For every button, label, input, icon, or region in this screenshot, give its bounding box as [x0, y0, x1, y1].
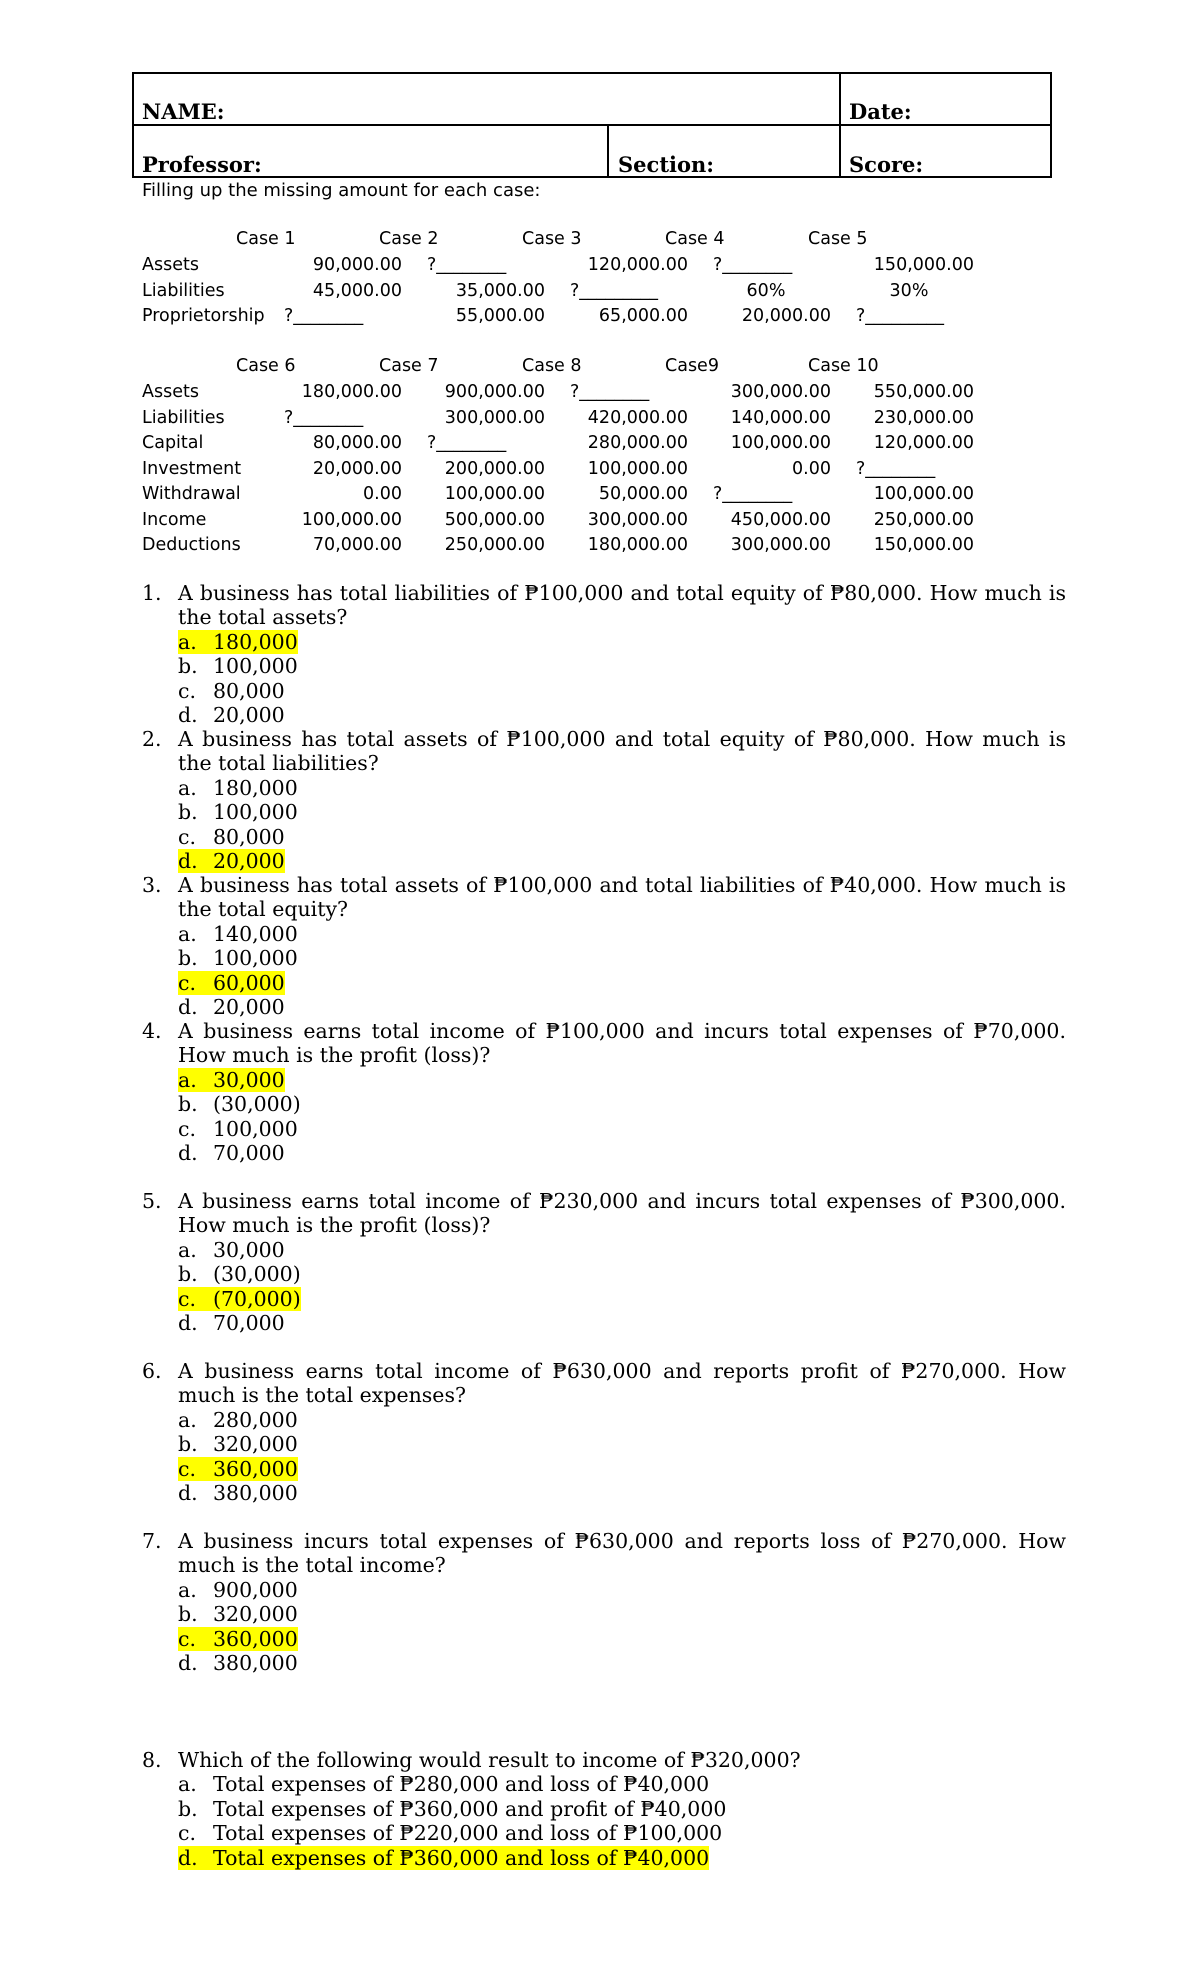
option-content [178, 1797, 726, 1821]
option-text: 20,000 [213, 849, 285, 873]
table2-cell: 250,000.00 [444, 535, 545, 555]
table2-cell: ?________ [284, 407, 364, 428]
option-text: (30,000) [213, 1262, 301, 1287]
answer-option [178, 1602, 298, 1626]
option-letter: d. [178, 1845, 198, 1870]
table1-header-4: Case 4 [665, 229, 725, 249]
option-content [178, 800, 298, 824]
question-text: A business has total liabilities of ₱100,000 and total equity of ₱80,000. How much is the total assets? [178, 581, 1066, 629]
table2-cell: 420,000.00 [587, 407, 688, 428]
option-text: 30,000 [213, 1067, 285, 1092]
table2-row-label: Withdrawal [142, 484, 241, 504]
option-letter: b. [178, 654, 198, 679]
option-text: 70,000 [213, 1141, 285, 1165]
option-text: (30,000) [213, 1092, 301, 1117]
header-divider-date [839, 72, 841, 178]
question-number: 6. [142, 1359, 162, 1383]
option-content [178, 1481, 298, 1505]
highlighted-answer [178, 971, 285, 995]
highlighted-answer [178, 1846, 709, 1870]
table1-row-label: Liabilities [142, 280, 225, 301]
table1-cell: ?________ [284, 306, 364, 326]
table1-header-2: Case 2 [379, 229, 439, 249]
option-text: 320,000 [213, 1432, 298, 1457]
table1-header-5: Case 5 [808, 229, 868, 249]
answer-option [178, 800, 298, 824]
table2-header-3: Case 8 [522, 356, 582, 376]
option-letter: a. [178, 1237, 197, 1262]
option-text: 280,000 [213, 1407, 298, 1432]
option-content [178, 1141, 285, 1165]
option-text: 360,000 [213, 1456, 298, 1481]
table2-cell: 300,000.00 [444, 407, 545, 428]
option-content [178, 825, 285, 849]
option-letter: c. [178, 1821, 196, 1846]
option-text: 30,000 [213, 1237, 285, 1262]
table2-cell: 450,000.00 [730, 509, 831, 530]
option-letter: a. [178, 775, 197, 800]
table2-cell: 0.00 [792, 458, 831, 479]
answer-option [178, 1627, 298, 1651]
option-letter: a. [178, 629, 197, 654]
option-letter: a. [178, 1772, 197, 1797]
table1-cell: 20,000.00 [741, 306, 831, 326]
answer-option [178, 849, 285, 873]
option-letter: c. [178, 970, 196, 995]
answer-option [178, 1238, 285, 1262]
option-text: (70,000) [213, 1286, 301, 1311]
table2-header-2: Case 7 [379, 356, 439, 376]
option-content [178, 946, 298, 970]
answer-option [178, 1846, 709, 1870]
question-number: 8. [142, 1748, 162, 1772]
option-text: 60,000 [213, 970, 285, 995]
option-text: 20,000 [213, 703, 285, 727]
option-text: 100,000 [213, 946, 298, 971]
table2-row-label: Assets [142, 382, 199, 402]
option-text: 380,000 [213, 1651, 298, 1675]
option-letter: c. [178, 1626, 196, 1651]
table2-cell: ?________ [856, 458, 936, 479]
answer-option [178, 1287, 301, 1311]
table2-cell: 80,000.00 [312, 433, 402, 453]
option-content [178, 1602, 298, 1626]
table2-cell: 100,000.00 [730, 433, 831, 453]
table2-cell: 180,000.00 [587, 535, 688, 555]
highlighted-answer [178, 849, 285, 873]
question-number: 3. [142, 873, 162, 897]
option-text: 100,000 [213, 654, 298, 679]
table1-cell: 45,000.00 [312, 280, 402, 301]
option-content [178, 1311, 285, 1335]
highlighted-answer [178, 1457, 298, 1481]
table1-cell: 150,000.00 [873, 255, 974, 275]
option-content [178, 1092, 301, 1116]
answer-option [178, 1821, 722, 1845]
option-letter: d. [178, 1311, 198, 1335]
option-content [178, 654, 298, 678]
answer-option [178, 946, 298, 970]
option-letter: c. [178, 1286, 196, 1311]
answer-option [178, 1408, 298, 1432]
table2-cell: 100,000.00 [444, 484, 545, 504]
question-number: 5. [142, 1189, 162, 1213]
option-content [178, 922, 298, 946]
option-letter: d. [178, 849, 198, 873]
option-letter: b. [178, 1092, 198, 1117]
table1-cell: 60% [746, 280, 786, 301]
answer-option [178, 776, 298, 800]
option-text: 80,000 [213, 824, 285, 849]
table1-row-label: Assets [142, 255, 199, 275]
option-letter: b. [178, 1432, 198, 1457]
table2-header-5: Case 10 [808, 356, 879, 376]
table2-cell: 150,000.00 [873, 535, 974, 555]
option-text: 100,000 [213, 1116, 298, 1141]
option-content [178, 1651, 298, 1675]
option-letter: a. [178, 1067, 197, 1092]
option-text: 320,000 [213, 1602, 298, 1627]
table2-cell: 300,000.00 [730, 382, 831, 402]
professor-label: Professor: [142, 152, 262, 177]
highlighted-answer [178, 630, 298, 654]
table2-cell: 900,000.00 [444, 382, 545, 402]
option-text: 360,000 [213, 1626, 298, 1651]
option-text: Total expenses of ₱360,000 and loss of ₱40,000 [213, 1845, 710, 1870]
table2-cell: 100,000.00 [873, 484, 974, 504]
table1-row-label: Proprietorship [142, 306, 265, 326]
answer-option [178, 825, 285, 849]
answer-option [178, 1092, 301, 1116]
question-text: A business has total assets of ₱100,000 and total equity of ₱80,000. How much is the total liabilities? [178, 727, 1066, 775]
table1-cell: 90,000.00 [312, 255, 402, 275]
score-label: Score: [849, 152, 924, 177]
option-letter: c. [178, 824, 196, 849]
option-letter: b. [178, 1602, 198, 1627]
table2-cell: 100,000.00 [301, 509, 402, 530]
option-text: 100,000 [213, 800, 298, 825]
table2-row-label: Liabilities [142, 407, 225, 428]
option-letter: c. [178, 678, 196, 703]
option-content [178, 1408, 298, 1432]
answer-option [178, 703, 285, 727]
option-text: 380,000 [213, 1481, 298, 1505]
highlighted-answer [178, 1287, 301, 1311]
table2-cell: 300,000.00 [587, 509, 688, 530]
table2-cell: 200,000.00 [444, 458, 545, 479]
highlighted-answer [178, 1068, 285, 1092]
option-text: 180,000 [213, 775, 298, 800]
question-text: A business earns total income of ₱100,000 and incurs total expenses of ₱70,000. How much is the profit (loss)? [178, 1019, 1066, 1067]
highlighted-answer [178, 1627, 298, 1651]
table2-cell: 140,000.00 [730, 407, 831, 428]
table2-cell: 280,000.00 [587, 433, 688, 453]
option-letter: b. [178, 1262, 198, 1287]
option-content [178, 1432, 298, 1456]
answer-option [178, 1772, 709, 1796]
question-text: A business has total assets of ₱100,000 and total liabilities of ₱40,000. How much is the total equity? [178, 873, 1066, 921]
instruction: Filling up the missing amount for each case: [142, 180, 541, 201]
answer-option [178, 1262, 301, 1286]
answer-option [178, 922, 298, 946]
table1-header-1: Case 1 [236, 229, 296, 249]
table1-cell: 65,000.00 [598, 306, 688, 326]
option-content [178, 703, 285, 727]
option-text: Total expenses of ₱280,000 and loss of ₱40,000 [213, 1772, 710, 1797]
option-content [178, 995, 285, 1019]
option-letter: a. [178, 921, 197, 946]
option-content [178, 1578, 298, 1602]
option-content [178, 1238, 285, 1262]
option-text: Total expenses of ₱220,000 and loss of ₱100,000 [213, 1821, 723, 1846]
table2-cell: 20,000.00 [312, 458, 402, 479]
answer-option [178, 654, 298, 678]
question-number: 2. [142, 727, 162, 751]
answer-option [178, 1651, 298, 1675]
date-label: Date: [849, 99, 912, 124]
answer-option [178, 630, 298, 654]
header-divider-section [607, 124, 609, 178]
option-letter: b. [178, 800, 198, 825]
table2-cell: ?________ [713, 484, 793, 504]
table1-cell: 55,000.00 [455, 306, 545, 326]
question-text: A business incurs total expenses of ₱630,000 and reports loss of ₱270,000. How much is the total income? [178, 1529, 1066, 1577]
answer-option [178, 1797, 726, 1821]
option-letter: b. [178, 946, 198, 971]
question-number: 4. [142, 1019, 162, 1043]
table1-cell: 120,000.00 [587, 255, 688, 275]
table2-cell: 0.00 [363, 484, 402, 504]
question-text: A business earns total income of ₱230,000 and incurs total expenses of ₱300,000. How much is the profit (loss)? [178, 1189, 1066, 1237]
option-letter: a. [178, 1577, 197, 1602]
question-number: 7. [142, 1529, 162, 1553]
option-text: 900,000 [213, 1577, 298, 1602]
table1-cell: ?________ [427, 255, 507, 275]
table2-cell: 500,000.00 [444, 509, 545, 530]
table2-cell: 100,000.00 [587, 458, 688, 479]
table2-row-label: Income [142, 509, 207, 530]
table2-cell: 550,000.00 [873, 382, 974, 402]
answer-option [178, 1481, 298, 1505]
answer-option [178, 1578, 298, 1602]
answer-option [178, 1117, 298, 1141]
answer-option [178, 1432, 298, 1456]
name-label: NAME: [142, 99, 225, 124]
table1-header-3: Case 3 [522, 229, 582, 249]
question-text: Which of the following would result to income of ₱320,000? [178, 1748, 801, 1772]
table2-cell: 180,000.00 [301, 382, 402, 402]
section-label: Section: [618, 152, 715, 177]
table1-cell: ?_________ [856, 306, 945, 326]
option-letter: d. [178, 995, 198, 1019]
header-divider-h [132, 124, 1052, 126]
option-letter: c. [178, 1456, 196, 1481]
table2-cell: 70,000.00 [312, 535, 402, 555]
question-number: 1. [142, 581, 162, 605]
answer-option [178, 1068, 285, 1092]
table2-header-4: Case9 [665, 356, 719, 376]
option-letter: a. [178, 1407, 197, 1432]
option-text: 140,000 [213, 921, 298, 946]
option-text: 70,000 [213, 1311, 285, 1335]
table2-cell: ?________ [427, 433, 507, 453]
option-text: Total expenses of ₱360,000 and profit of ₱40,000 [213, 1796, 727, 1821]
table1-cell: 30% [889, 280, 929, 301]
table2-cell: 250,000.00 [873, 509, 974, 530]
table2-header-1: Case 6 [236, 356, 296, 376]
option-letter: d. [178, 1141, 198, 1165]
option-content [178, 1262, 301, 1286]
option-letter: d. [178, 703, 198, 727]
option-letter: d. [178, 1651, 198, 1675]
table2-row-label: Capital [142, 433, 204, 453]
table2-cell: 120,000.00 [873, 433, 974, 453]
table2-cell: 230,000.00 [873, 407, 974, 428]
table1-cell: ?________ [713, 255, 793, 275]
option-text: 20,000 [213, 995, 285, 1019]
option-letter: b. [178, 1796, 198, 1821]
table2-cell: ?________ [570, 382, 650, 402]
answer-option [178, 1141, 285, 1165]
option-text: 80,000 [213, 678, 285, 703]
answer-option [178, 995, 285, 1019]
option-content [178, 1117, 298, 1141]
table2-row-label: Deductions [142, 535, 241, 555]
option-letter: c. [178, 1116, 196, 1141]
question-text: A business earns total income of ₱630,000 and reports profit of ₱270,000. How much is the total expenses? [178, 1359, 1066, 1407]
answer-option [178, 679, 285, 703]
table2-cell: 50,000.00 [598, 484, 688, 504]
answer-option [178, 1311, 285, 1335]
option-text: 180,000 [213, 629, 298, 654]
table2-cell: 300,000.00 [730, 535, 831, 555]
option-content [178, 1821, 722, 1845]
option-content [178, 776, 298, 800]
table1-cell: ?_________ [570, 280, 659, 301]
option-content [178, 679, 285, 703]
answer-option [178, 971, 285, 995]
answer-option [178, 1457, 298, 1481]
option-letter: d. [178, 1481, 198, 1505]
table1-cell: 35,000.00 [455, 280, 545, 301]
table2-row-label: Investment [142, 458, 242, 479]
option-content [178, 1772, 709, 1796]
